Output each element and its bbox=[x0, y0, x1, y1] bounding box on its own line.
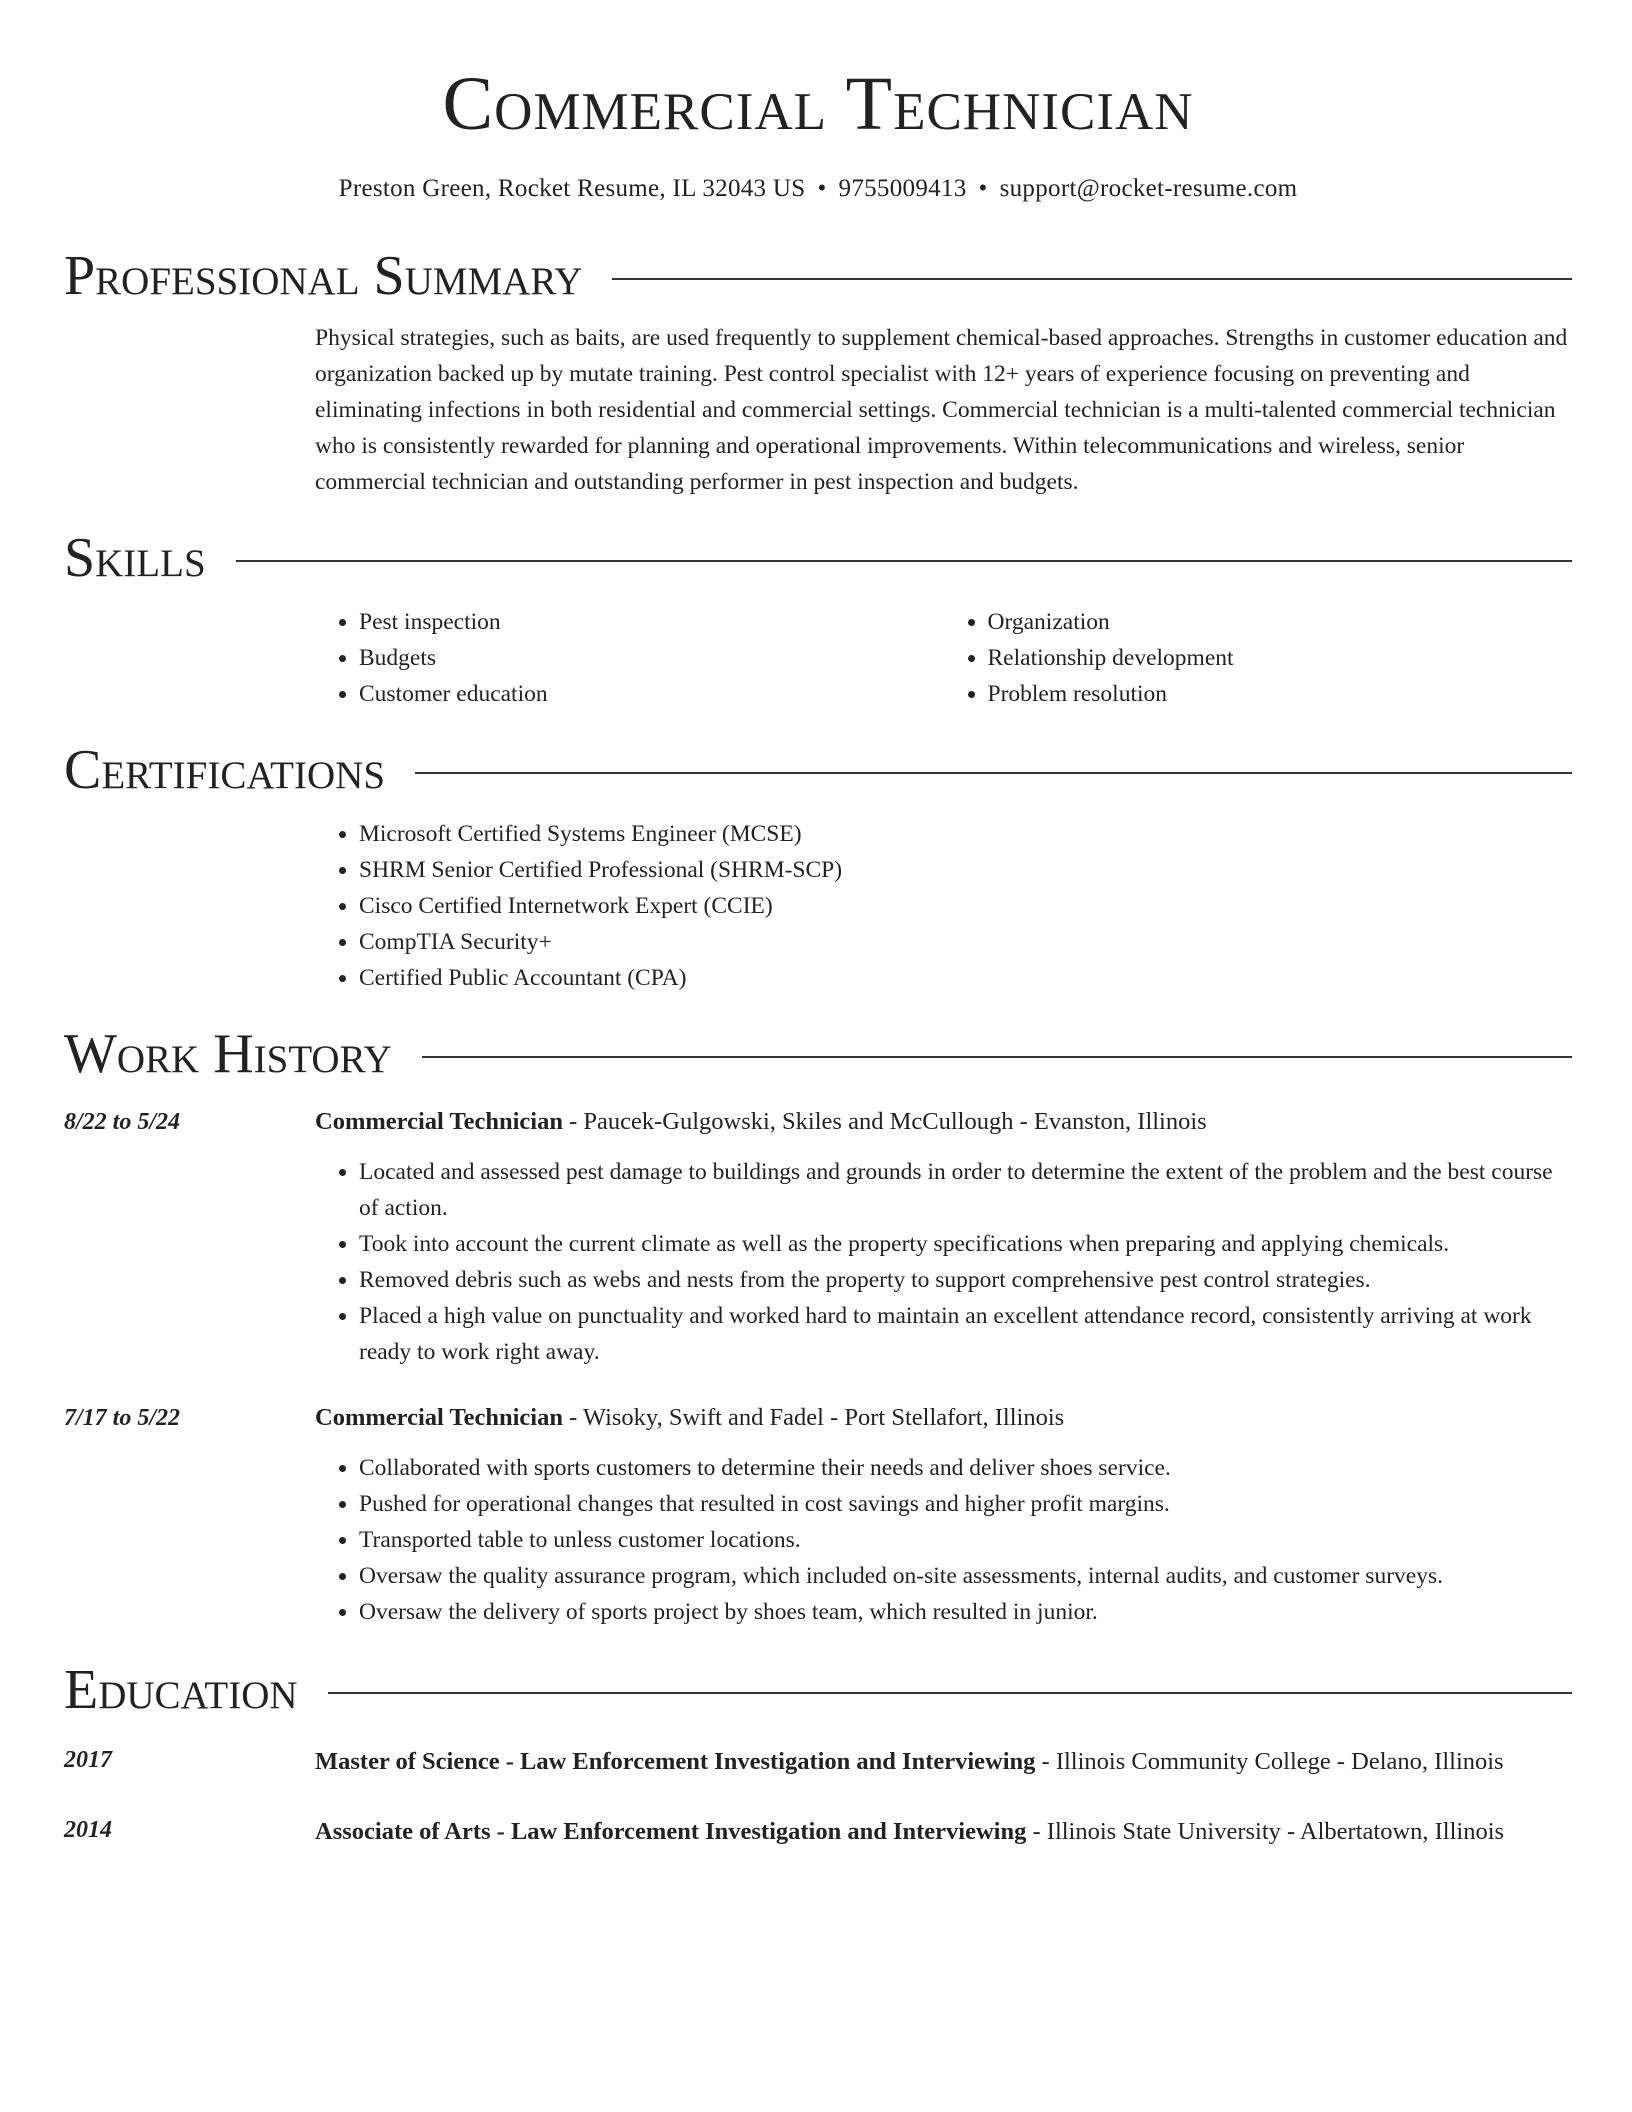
skill-item: • Relationship development bbox=[988, 640, 1573, 676]
certification-item: • Microsoft Certified Systems Engineer (MCSE) bbox=[359, 816, 1572, 852]
job-employer: - Wisoky, Swift and Fadel - Port Stellafort, Illinois bbox=[562, 1404, 1065, 1431]
certification-item: • Certified Public Accountant (CPA) bbox=[359, 960, 1572, 996]
contact-separator: • bbox=[978, 175, 988, 202]
work-history-heading: Work History bbox=[64, 1023, 392, 1085]
section-divider bbox=[236, 560, 1572, 562]
certification-item: • Cisco Certified Internetwork Expert (CCIE) bbox=[359, 888, 1572, 924]
job-employer: - Paucek-Gulgowski, Skiles and McCullough - Evanston, Illinois bbox=[562, 1108, 1207, 1135]
skill-item: • Customer education bbox=[359, 676, 944, 712]
job-bullet: • Pushed for operational changes that resulted in cost savings and higher profit margins. bbox=[359, 1486, 1572, 1522]
section-divider bbox=[415, 772, 1572, 774]
work-history-section-header bbox=[64, 1018, 1572, 1090]
job-dates: 7/17 to 5/22 bbox=[64, 1405, 181, 1431]
education-school: - Illinois Community College - Delano, Illinois bbox=[1035, 1748, 1504, 1775]
section-divider bbox=[328, 1692, 1572, 1694]
contact-email: support@rocket-resume.com bbox=[999, 175, 1298, 202]
certifications-heading: Certifications bbox=[64, 739, 386, 801]
education-degree: Master of Science - Law Enforcement Investigation and Interviewing bbox=[315, 1748, 1036, 1775]
job-bullet: • Oversaw the delivery of sports project by shoes team, which resulted in junior. bbox=[359, 1594, 1572, 1630]
skills-heading: Skills bbox=[64, 527, 206, 589]
education-body bbox=[315, 1812, 1572, 1852]
job-bullet: • Located and assessed pest damage to buildings and grounds in order to determine the extent of the problem and the best course of action. bbox=[359, 1154, 1572, 1226]
job-body bbox=[315, 1400, 1572, 1630]
skills-column-left bbox=[315, 604, 944, 712]
job-title-line bbox=[315, 1104, 1572, 1140]
resume-title: Commercial Technician bbox=[442, 62, 1194, 146]
job-title: Commercial Technician bbox=[315, 1404, 563, 1431]
education-entry bbox=[64, 1742, 1572, 1782]
job-bullets bbox=[315, 1450, 1572, 1630]
job-bullet: • Collaborated with sports customers to determine their needs and deliver shoes service. bbox=[359, 1450, 1572, 1486]
summary-section-header bbox=[64, 240, 1572, 312]
job-title-line bbox=[315, 1400, 1572, 1436]
education-year: 2017 bbox=[64, 1747, 112, 1773]
certification-item: • CompTIA Security+ bbox=[359, 924, 1572, 960]
skill-item: • Pest inspection bbox=[359, 604, 944, 640]
job-title: Commercial Technician bbox=[315, 1108, 563, 1135]
skill-item: • Organization bbox=[988, 604, 1573, 640]
education-section-header bbox=[64, 1654, 1572, 1726]
education-heading: Education bbox=[64, 1659, 298, 1721]
contact-address: Preston Green, Rocket Resume, IL 32043 US bbox=[338, 175, 806, 202]
job-bullet: • Transported table to unless customer locations. bbox=[359, 1522, 1572, 1558]
contact-separator: • bbox=[817, 175, 827, 202]
section-divider bbox=[422, 1056, 1572, 1058]
education-school: - Illinois State University - Albertatown, Illinois bbox=[1026, 1818, 1505, 1845]
certifications-list bbox=[315, 816, 1572, 996]
contact-phone: 9755009413 bbox=[838, 175, 967, 202]
summary-text: Physical strategies, such as baits, are used frequently to supplement chemical-based approaches. Strengths in customer education and organization backed up by mutate training. Pest control specialist with 12+ years of experience focusing on preventing and eliminating infections in both residential and commercial settings. Commercial technician is a multi-talented commercial technician who is consistently rewarded for planning and operational improvements. Within telecommunications and wireless, senior commercial technician and outstanding performer in pest inspection and budgets. bbox=[315, 325, 1568, 495]
section-divider bbox=[612, 278, 1572, 280]
education-body bbox=[315, 1742, 1572, 1782]
job-bullet: • Placed a high value on punctuality and worked hard to maintain an excellent attendance record, consistently arriving at work ready to work right away. bbox=[359, 1298, 1572, 1370]
job-body bbox=[315, 1104, 1572, 1370]
job-entry bbox=[64, 1400, 1572, 1630]
job-bullets bbox=[315, 1154, 1572, 1370]
job-entry bbox=[64, 1104, 1572, 1370]
job-dates: 8/22 to 5/24 bbox=[64, 1109, 181, 1135]
education-degree: Associate of Arts - Law Enforcement Investigation and Interviewing bbox=[315, 1818, 1027, 1845]
skills-list bbox=[315, 604, 1572, 712]
contact-line bbox=[64, 172, 1572, 206]
certification-item: • SHRM Senior Certified Professional (SHRM-SCP) bbox=[359, 852, 1572, 888]
education-entry bbox=[64, 1812, 1572, 1852]
job-bullet: • Took into account the current climate as well as the property specifications when preparing and applying chemicals. bbox=[359, 1226, 1572, 1262]
education-year: 2014 bbox=[64, 1817, 112, 1843]
job-bullet: • Removed debris such as webs and nests from the property to support comprehensive pest control strategies. bbox=[359, 1262, 1572, 1298]
skill-item: • Problem resolution bbox=[988, 676, 1573, 712]
job-bullet: • Oversaw the quality assurance program, which included on-site assessments, internal audits, and customer surveys. bbox=[359, 1558, 1572, 1594]
skills-section-header bbox=[64, 522, 1572, 594]
skill-item: • Budgets bbox=[359, 640, 944, 676]
certifications-section-header bbox=[64, 734, 1572, 806]
summary-heading: Professional Summary bbox=[64, 245, 583, 307]
skills-column-right bbox=[944, 604, 1573, 712]
